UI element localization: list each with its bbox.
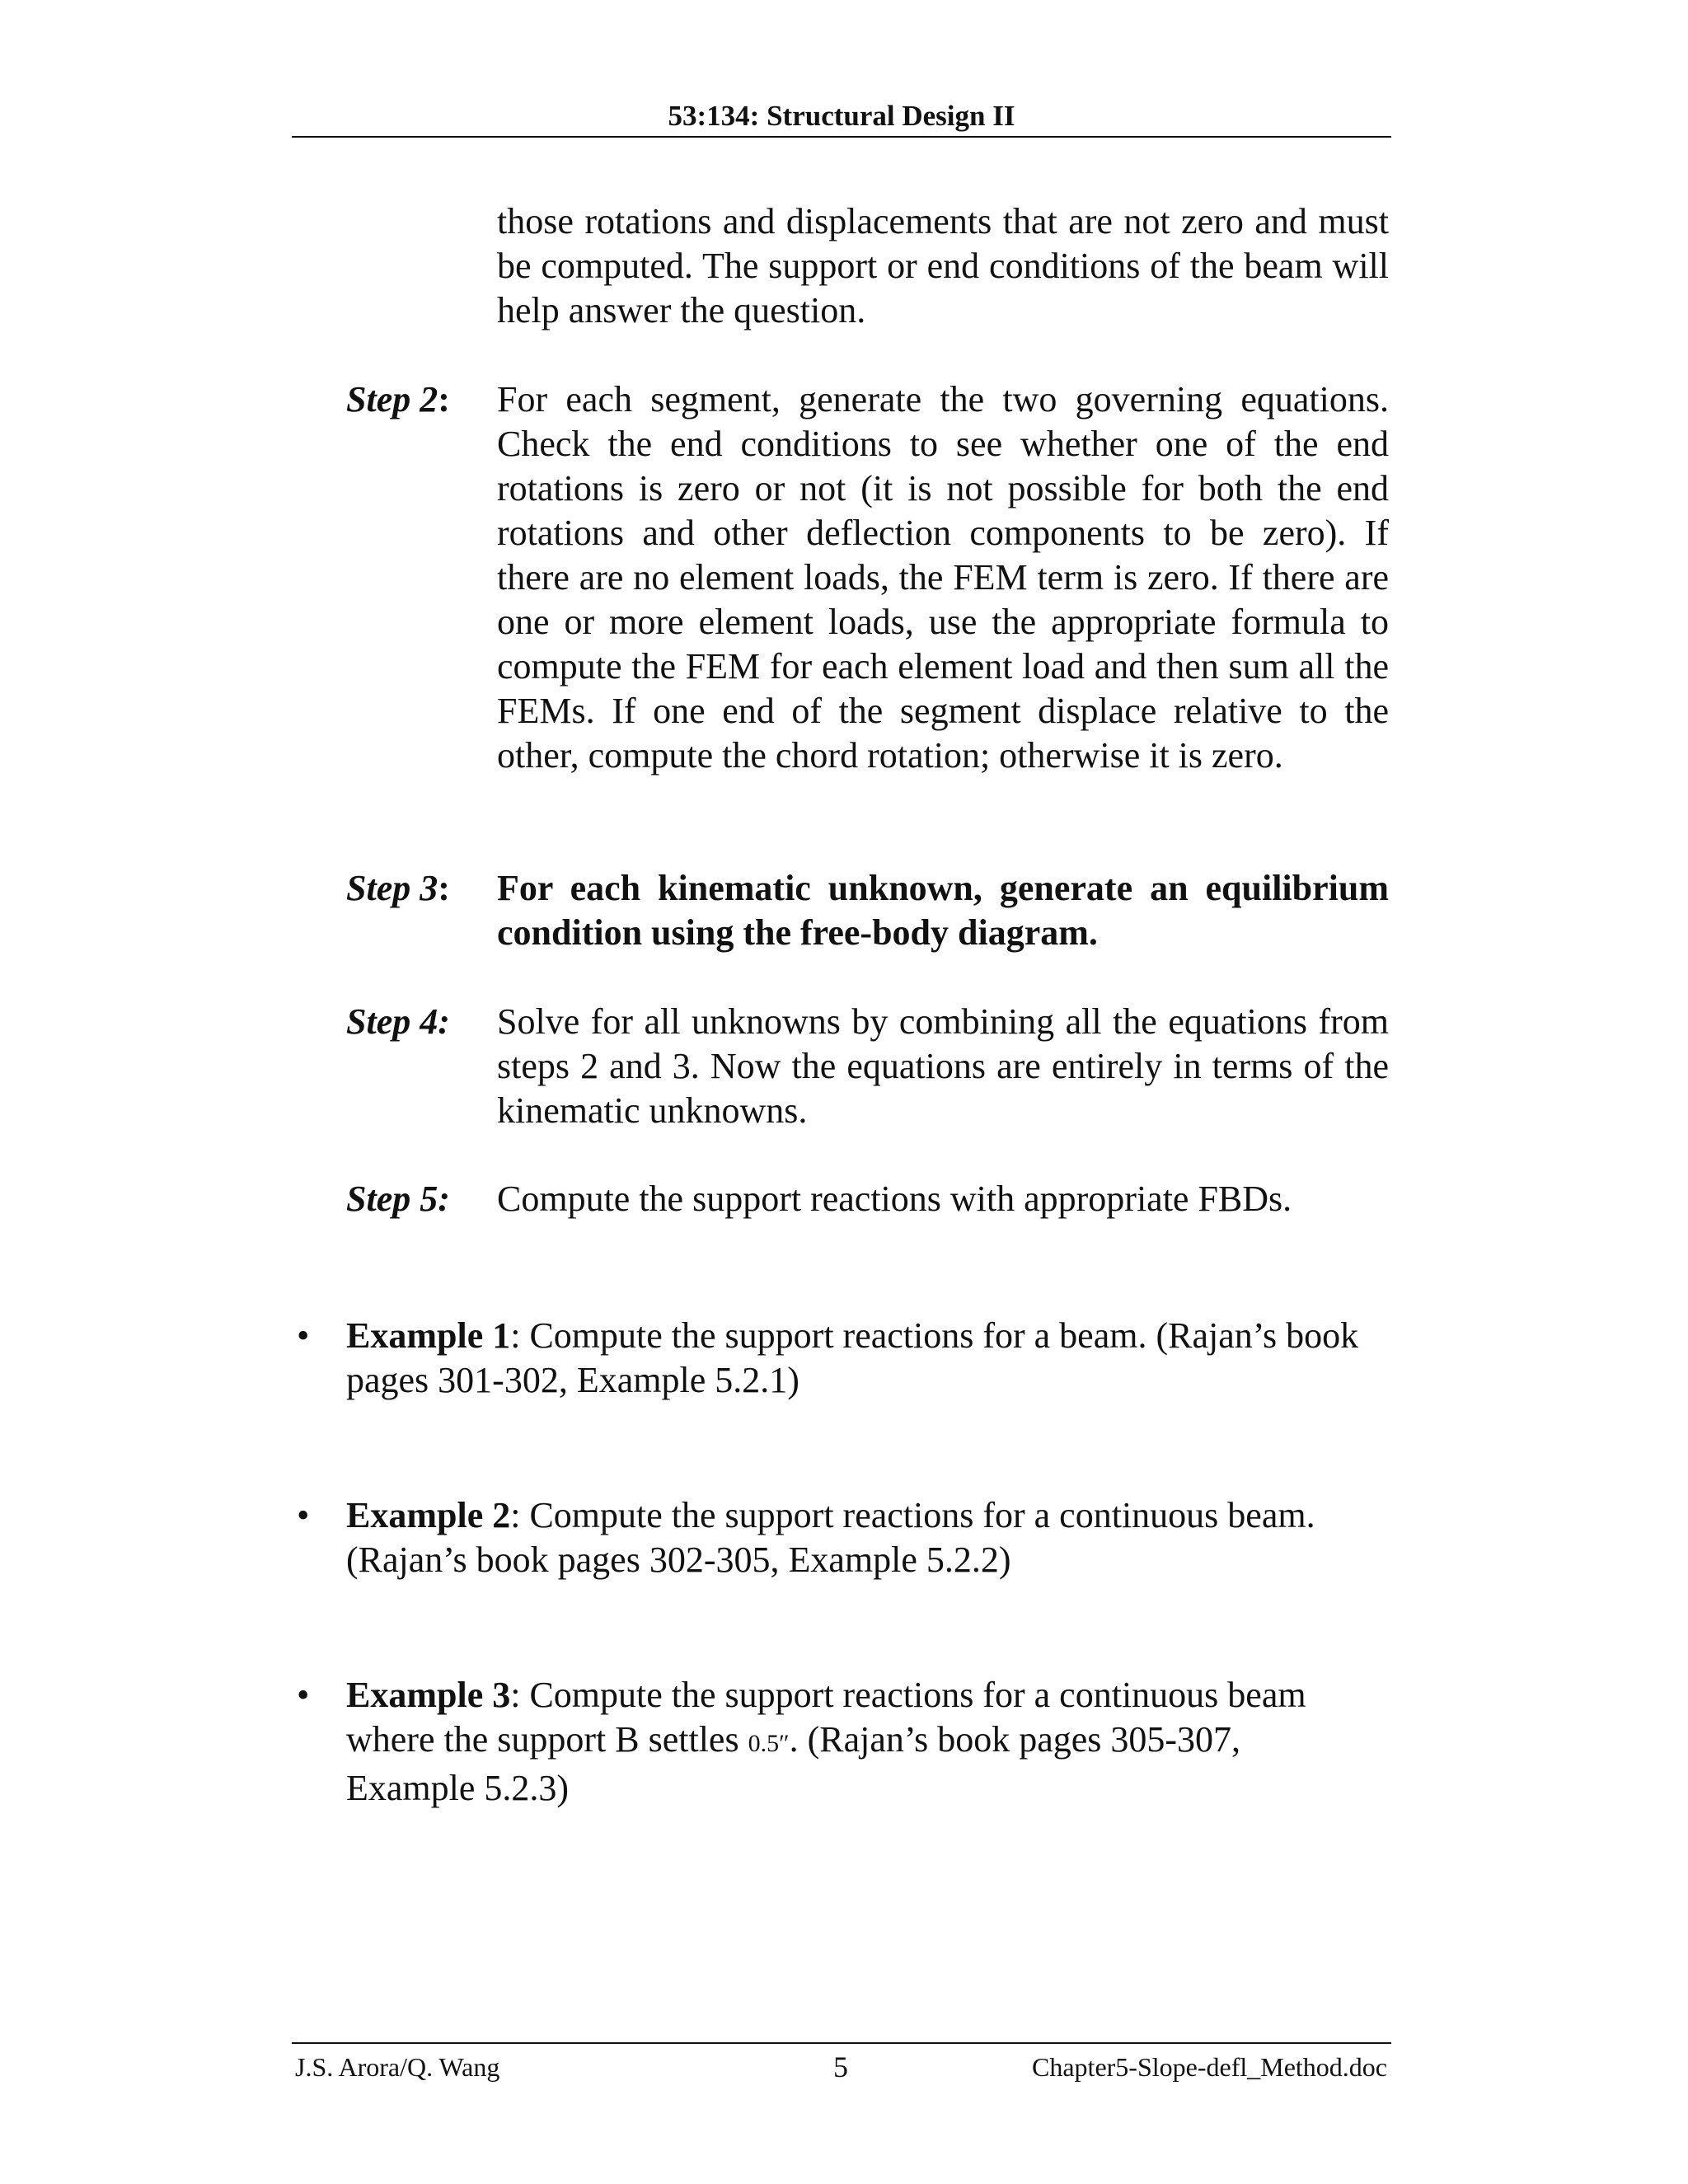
example-3-title: Example 3 (346, 1675, 511, 1715)
footer-filename: Chapter5-Slope-defl_Method.doc (1032, 2052, 1387, 2082)
step-5-label: Step 5: (346, 1179, 450, 1219)
footer-authors: J.S. Arora/Q. Wang (295, 2052, 500, 2082)
step-3-text: For each kinematic unknown, generate an equilibrium condition using the free-body diagram. (497, 868, 1389, 953)
example-1-text: Example 1: Compute the support reactions for a beam. (Rajan’s book pages 301-302, Example 5.2.1) (346, 1315, 1359, 1400)
bullet-icon: • (297, 1495, 310, 1535)
page-number: 5 (833, 2050, 848, 2083)
step-3-label: Step 3: (346, 868, 450, 908)
step-2-text: For each segment, generate the two governing equations. Check the end conditions to see whether one of the end rotations is zero or not (it is not possible for both the end rotations and other deflection components to be zero). If there are no element loads, the FEM term is zero. If there are one or more element loads, use the appropriate formula to compute the FEM for each element load and then sum all the FEMs. If one end of the segment displace relative to the other, compute the chord rotation; otherwise it is zero. (497, 379, 1389, 776)
continuation-paragraph: those rotations and displacements that are not zero and must be computed. The support or end conditions of the beam will help answer the question. (497, 201, 1389, 330)
example-2-text: Example 2: Compute the support reactions for a continuous beam. (Rajan’s book pages 302-305, Example 5.2.2) (346, 1495, 1315, 1580)
page-header-title: 53:134: Structural Design II (668, 100, 1015, 132)
example-2-title: Example 2 (346, 1495, 511, 1535)
settlement-value: 0.5″ (748, 1730, 790, 1757)
bullet-icon: • (297, 1675, 310, 1715)
footer-divider (292, 2042, 1391, 2044)
example-3-text: Example 3: Compute the support reactions for a continuous beam where the support B settles 0.5″. (Rajan’s book pages 305-307, Example 5.2.3) (346, 1675, 1306, 1808)
bullet-icon: • (297, 1315, 310, 1356)
step-4-text: Solve for all unknowns by combining all the equations from steps 2 and 3. Now the equations are entirely in terms of the kinematic unknowns. (497, 1001, 1389, 1131)
step-4-label: Step 4: (346, 1001, 450, 1042)
step-2-label: Step 2: (346, 379, 450, 419)
header-divider (292, 136, 1391, 138)
step-5-text: Compute the support reactions with appropriate FBDs. (497, 1179, 1292, 1219)
example-1-title: Example 1 (346, 1315, 511, 1356)
